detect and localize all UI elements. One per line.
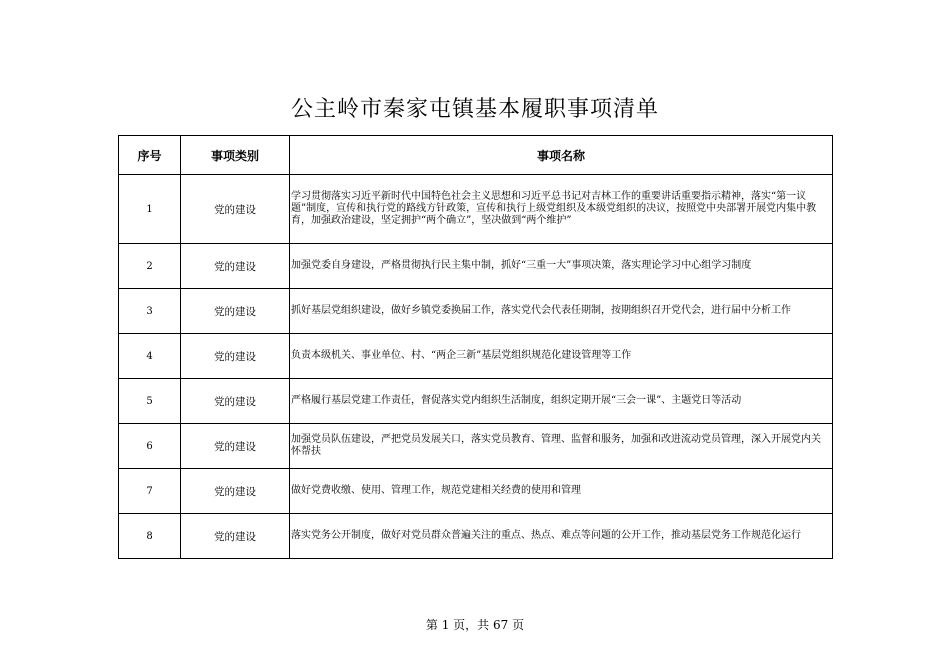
table-row: [119, 514, 833, 559]
row-no: 7: [119, 469, 181, 514]
row-no: 8: [119, 514, 181, 559]
table-row: [119, 244, 833, 289]
row-no: 2: [119, 244, 181, 289]
header-no: 序号: [119, 136, 181, 175]
page-footer: 第 1 页，共 67 页: [425, 618, 525, 632]
row-name: 负责本级机关、事业单位、村、“两企三新”基层党组织规范化建设管理等工作: [290, 334, 833, 379]
row-no: 6: [119, 424, 181, 469]
row-name: 加强党委自身建设，严格贯彻执行民主集中制，抓好“三重一大”事项决策，落实理论学习中心组学习制度: [290, 244, 833, 289]
table-row: [119, 424, 833, 469]
row-category: 党的建设: [181, 244, 290, 289]
row-category: 党的建设: [181, 424, 290, 469]
header-category: 事项类别: [181, 136, 290, 175]
row-category: 党的建设: [181, 379, 290, 424]
row-no: 5: [119, 379, 181, 424]
table-row: [119, 469, 833, 514]
document-title: 公主岭市秦家屯镇基本履职事项清单: [290, 97, 659, 122]
row-no: 4: [119, 334, 181, 379]
row-category: 党的建设: [181, 334, 290, 379]
duty-table: [118, 135, 833, 559]
row-name: 抓好基层党组织建设，做好乡镇党委换届工作，落实党代会代表任期制，按期组织召开党代会，进行届中分析工作: [290, 289, 833, 334]
row-name: 做好党费收缴、使用、管理工作，规范党建相关经费的使用和管理: [290, 469, 833, 514]
header-name: 事项名称: [290, 136, 833, 175]
row-no: 3: [119, 289, 181, 334]
row-category: 党的建设: [181, 469, 290, 514]
table-row: [119, 379, 833, 424]
row-category: 党的建设: [181, 289, 290, 334]
row-name: 严格履行基层党建工作责任，督促落实党内组织生活制度，组织定期开展“三会一课”、主题党日等活动: [290, 379, 833, 424]
row-name: 落实党务公开制度，做好对党员群众普遍关注的重点、热点、难点等问题的公开工作，推动基层党务工作规范化运行: [290, 514, 833, 559]
row-no: 1: [119, 175, 181, 244]
row-name: 学习贯彻落实习近平新时代中国特色社会主义思想和习近平总书记对吉林工作的重要讲话重要指示精神，落实“第一议题”制度，宣传和执行党的路线方针政策，宣传和执行上级党组织及本级党组织的决议，按照党中央部署开展党内集中教育，加强政治建设，坚定拥护“两个确立”，坚决做到“两个维护”: [290, 175, 833, 244]
table-header-row: [119, 136, 833, 175]
table-row: [119, 289, 833, 334]
row-category: 党的建设: [181, 514, 290, 559]
table-row: [119, 175, 833, 244]
row-name: 加强党员队伍建设，严把党员发展关口，落实党员教育、管理、监督和服务，加强和改进流动党员管理，深入开展党内关怀帮扶: [290, 424, 833, 469]
row-category: 党的建设: [181, 175, 290, 244]
table-row: [119, 334, 833, 379]
